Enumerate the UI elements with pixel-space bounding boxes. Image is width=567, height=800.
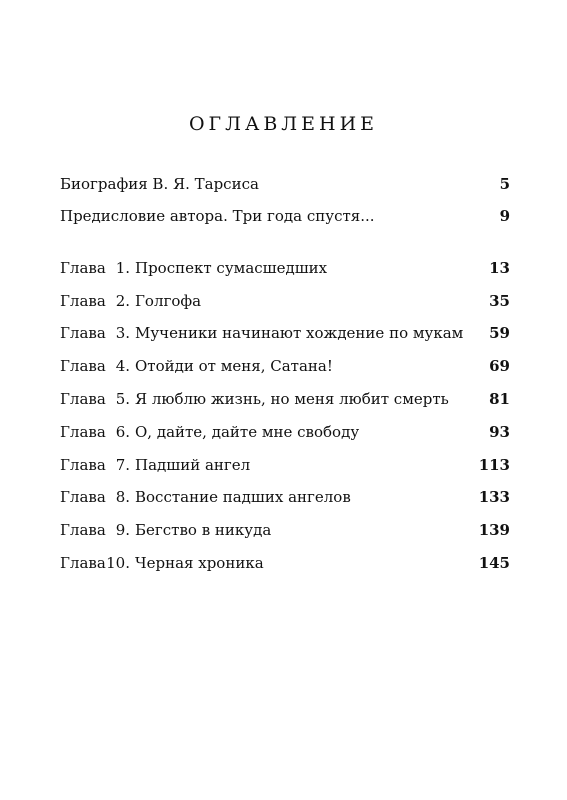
toc-entry-chapter-1 (60, 257, 510, 279)
toc-entry-chapter-10 (60, 552, 510, 574)
toc-title: ОГЛАВЛЕНИЕ (188, 113, 379, 135)
toc-entry-preface (60, 205, 510, 227)
chapter-number: 6. (115, 423, 130, 441)
toc-entry-chapter-8 (60, 486, 510, 508)
toc-page-number: 113 (478, 456, 510, 474)
chapter-prefix: Глава (60, 324, 106, 342)
chapter-number: 5. (115, 390, 130, 408)
toc-entry-chapter-6 (60, 421, 510, 443)
chapter-number: 9. (115, 521, 130, 539)
toc-entry-chapter-3 (60, 322, 510, 344)
chapter-prefix: Глава (60, 521, 106, 539)
toc-page-number: 133 (478, 488, 510, 506)
chapter-number: 10. (106, 554, 130, 572)
toc-page-number: 59 (489, 324, 510, 342)
chapter-title: Голгофа (135, 292, 202, 310)
toc-page-number: 5 (499, 175, 510, 193)
toc-page-number: 69 (489, 357, 510, 375)
chapter-number: 3. (115, 324, 130, 342)
toc-entry-chapter-7 (60, 454, 510, 476)
toc-page-number: 145 (478, 554, 510, 572)
chapter-number: 4. (115, 357, 130, 375)
chapter-prefix: Глава (60, 390, 106, 408)
chapter-title: Бегство в никуда (135, 521, 272, 539)
chapter-number: 2. (115, 292, 130, 310)
toc-entry-chapter-2 (60, 290, 510, 312)
toc-page-number: 13 (489, 259, 510, 277)
chapter-title: Восстание падших ангелов (135, 488, 351, 506)
toc-page-number: 35 (489, 292, 510, 310)
chapter-title: Черная хроника (135, 554, 264, 572)
chapter-number: 8. (115, 488, 130, 506)
chapter-prefix: Глава (60, 292, 106, 310)
toc-page-number: 93 (489, 423, 510, 441)
toc-entry-chapter-4 (60, 355, 510, 377)
toc-page-number: 9 (499, 207, 510, 225)
chapter-number: 1. (115, 259, 130, 277)
chapter-title: Я люблю жизнь, но меня любит смерть (135, 390, 449, 408)
chapter-title: Падший ангел (135, 456, 251, 474)
chapter-prefix: Глава (60, 488, 106, 506)
toc-entry-biography (60, 173, 510, 195)
toc-page-number: 139 (478, 521, 510, 539)
toc-entry-chapter-5 (60, 388, 510, 410)
chapter-title: Мученики начинают хождение по мукам (135, 324, 464, 342)
chapter-prefix: Глава (60, 554, 106, 572)
chapter-prefix: Глава (60, 357, 106, 375)
chapter-number: 7. (115, 456, 130, 474)
toc-page-number: 81 (489, 390, 510, 408)
chapter-title: О, дайте, дайте мне свободу (135, 423, 360, 441)
toc-entry-label: Предисловие автора. Три года спустя... (60, 207, 375, 225)
chapter-title: Отойди от меня, Сатана! (135, 357, 333, 375)
chapter-prefix: Глава (60, 456, 106, 474)
chapter-title: Проспект сумасшедших (135, 259, 328, 277)
chapter-prefix: Глава (60, 423, 106, 441)
chapter-prefix: Глава (60, 259, 106, 277)
toc-entry-chapter-9 (60, 519, 510, 541)
toc-entry-label: Биография В. Я. Тарсиса (60, 175, 259, 193)
